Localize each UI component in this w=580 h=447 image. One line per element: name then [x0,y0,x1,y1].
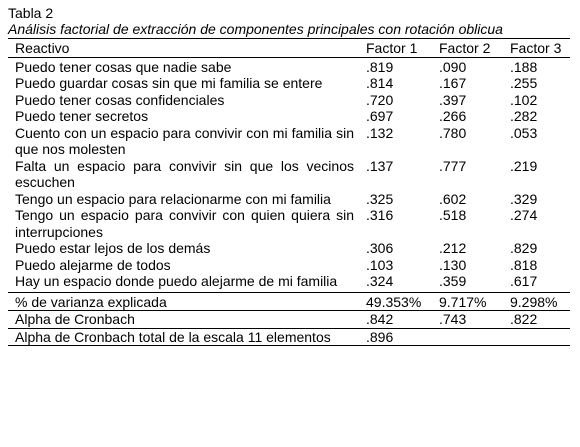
factor-2-cell: .266 [439,108,467,124]
alpha-factor-2: .743 [435,311,506,329]
factor-1-cell: .324 [366,273,394,289]
factor-3-cell: .053 [510,124,538,141]
factor-3-cell: .329 [510,190,538,207]
header-factor-3: Factor 3 [506,39,570,58]
factor-1-cell: .316 [366,207,394,223]
table-row [8,207,570,240]
table-row [8,75,570,92]
factor-3-cell: .829 [510,240,538,256]
factor-1-cell: .132 [366,124,394,141]
alpha-factor-3: .822 [506,311,570,329]
item-cell: Puedo tener cosas que nadie sabe [15,58,232,75]
item-cell: Puedo tener secretos [15,108,149,124]
table-row [8,57,570,75]
variance-factor-3: 9.298% [506,292,570,311]
item-cell: Hay un espacio donde puedo alejarme de mi familia [15,273,338,289]
item-cell: Puedo tener cosas confidenciales [15,91,225,108]
factor-1-cell: .325 [366,190,394,207]
item-cell: Puedo alejarme de todos [15,256,171,273]
factor-2-cell: .780 [439,124,467,141]
variance-factor-2: 9.717% [435,292,506,311]
table-body [8,57,570,346]
factor-1-cell: .103 [366,256,394,273]
empty-cell [506,328,570,346]
factor-1-cell: .697 [366,108,394,124]
factor-3-cell: .219 [510,157,538,174]
table-row [8,108,570,125]
variance-row [8,292,570,311]
factor-2-cell: .212 [439,240,467,256]
item-cell: Cuento con un espacio para convivir con mi familia sin que nos molesten [15,124,354,157]
factor-2-cell: .602 [439,190,467,207]
factor-analysis-table [8,38,570,346]
item-cell: Tengo un espacio para convivir con quien quiera sin interrupciones [15,207,354,240]
alpha-total-value: .896 [362,328,435,346]
table-row [8,273,570,292]
factor-3-cell: .282 [510,108,538,124]
factor-3-cell: .617 [510,273,538,289]
item-cell: Falta un espacio para convivir sin que los vecinos escuchen [15,157,354,190]
factor-2-cell: .397 [439,91,467,108]
item-cell: Puedo guardar cosas sin que mi familia se entere [15,75,323,91]
table-row [8,191,570,208]
factor-1-cell: .137 [366,157,394,174]
alpha-label: Alpha de Cronbach [8,311,362,329]
alpha-factor-1: .842 [362,311,435,329]
table-label: Tabla 2 [8,5,54,21]
header-row [8,39,570,58]
factor-1-cell: .306 [366,240,394,256]
header-factor-1: Factor 1 [362,39,435,58]
factor-1-cell: .720 [366,91,394,108]
factor-2-cell: .090 [439,58,467,75]
header-reactivo: Reactivo [8,39,362,58]
table-row [8,92,570,109]
factor-2-cell: .777 [439,157,467,174]
factor-3-cell: .188 [510,58,538,75]
factor-3-cell: .255 [510,75,538,91]
table-row [8,240,570,257]
factor-2-cell: .518 [439,207,467,223]
alpha-row [8,311,570,329]
factor-1-cell: .814 [366,75,394,91]
factor-1-cell: .819 [366,58,394,75]
header-factor-2: Factor 2 [435,39,506,58]
factor-2-cell: .167 [439,75,467,91]
table-row [8,257,570,274]
factor-2-cell: .359 [439,273,467,289]
empty-cell [435,328,506,346]
factor-3-cell: .818 [510,256,538,273]
alpha-total-label: Alpha de Cronbach total de la escala 11 elementos [8,328,362,346]
table-caption: Análisis factorial de extracción de componentes principales con rotación oblicua [8,21,503,37]
table-row [8,158,570,191]
alpha-total-row [8,328,570,346]
factor-3-cell: .274 [510,207,538,223]
variance-factor-1: 49.353% [362,292,435,311]
factor-3-cell: .102 [510,91,538,108]
factor-2-cell: .130 [439,256,467,273]
table-row [8,125,570,158]
variance-label: % de varianza explicada [8,292,362,311]
item-cell: Tengo un espacio para relacionarme con mi familia [15,190,331,207]
item-cell: Puedo estar lejos de los demás [15,240,211,256]
